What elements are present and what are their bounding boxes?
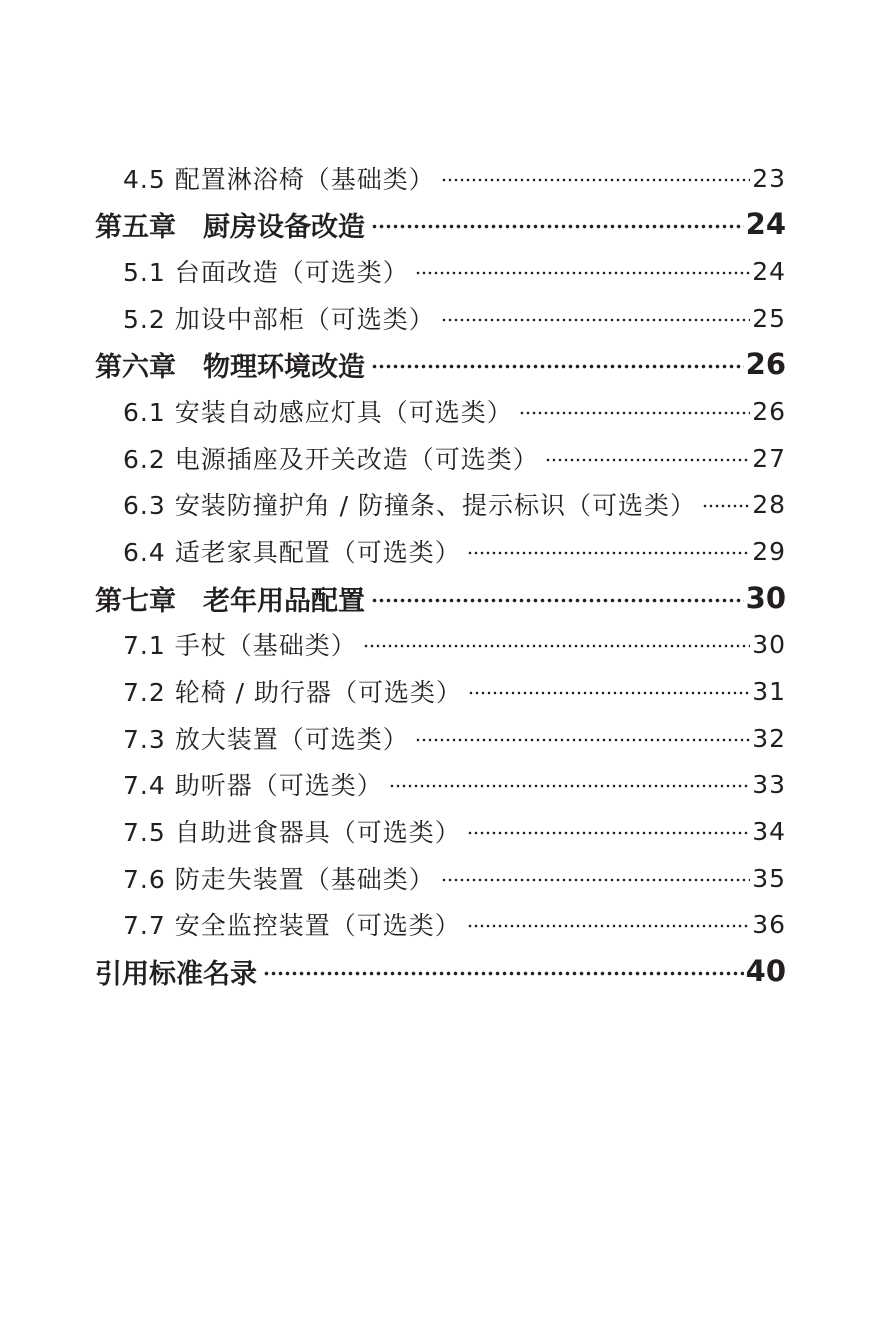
toc-page-number: 36 bbox=[752, 909, 786, 939]
toc-chapter-7[interactable] bbox=[0, 578, 882, 618]
toc-page-number: 23 bbox=[752, 163, 786, 193]
toc-entry-label: 7.7 安全监控装置（可选类） bbox=[123, 911, 461, 940]
dot-leader bbox=[371, 598, 744, 603]
toc-chapter-label: 引用标准名录 bbox=[95, 958, 257, 990]
toc-chapter-label: 第六章 物理环境改造 bbox=[95, 351, 365, 383]
toc-entry-label: 5.1 台面改造（可选类） bbox=[123, 258, 409, 287]
toc-page-number: 25 bbox=[752, 303, 786, 333]
toc-page-number: 32 bbox=[752, 723, 786, 753]
toc-page-number: 28 bbox=[752, 489, 786, 519]
toc-entry-label: 7.4 助听器（可选类） bbox=[123, 771, 383, 800]
toc-chapter-6[interactable] bbox=[0, 344, 882, 384]
toc-entry-7-3[interactable] bbox=[0, 718, 882, 758]
toc-entry-7-5[interactable] bbox=[0, 811, 882, 851]
toc-entry-7-7[interactable] bbox=[0, 904, 882, 944]
toc-entry-label: 6.4 适老家具配置（可选类） bbox=[123, 538, 461, 567]
toc-references[interactable] bbox=[0, 951, 882, 991]
dot-leader bbox=[263, 971, 744, 976]
toc-page-number: 24 bbox=[745, 207, 786, 241]
dot-leader bbox=[415, 271, 750, 275]
toc-chapter-5[interactable] bbox=[0, 204, 882, 244]
toc-page-number: 34 bbox=[752, 816, 786, 846]
toc-entry-7-6[interactable] bbox=[0, 858, 882, 898]
toc-entry-5-1[interactable] bbox=[0, 251, 882, 291]
dot-leader bbox=[371, 364, 744, 369]
toc-entry-6-2[interactable] bbox=[0, 438, 882, 478]
dot-leader bbox=[545, 458, 750, 462]
toc-page-number: 31 bbox=[752, 676, 786, 706]
dot-leader bbox=[363, 644, 750, 648]
toc-entry-7-4[interactable] bbox=[0, 764, 882, 804]
toc-page-number: 33 bbox=[752, 769, 786, 799]
toc-entry-6-3[interactable] bbox=[0, 484, 882, 524]
toc-entry-label: 7.1 手杖（基础类） bbox=[123, 631, 357, 660]
dot-leader bbox=[415, 738, 750, 742]
toc-page-number: 24 bbox=[752, 256, 786, 286]
toc-page-number: 29 bbox=[752, 536, 786, 566]
dot-leader bbox=[371, 224, 744, 229]
toc-entry-7-1[interactable] bbox=[0, 624, 882, 664]
toc-page-number: 26 bbox=[745, 347, 786, 381]
dot-leader bbox=[441, 878, 750, 882]
dot-leader bbox=[702, 504, 750, 508]
toc-entry-label: 4.5 配置淋浴椅（基础类） bbox=[123, 165, 435, 194]
toc-entry-7-2[interactable] bbox=[0, 671, 882, 711]
toc-page-number: 30 bbox=[752, 629, 786, 659]
toc-entry-label: 7.5 自助进食器具（可选类） bbox=[123, 818, 461, 847]
toc-entry-5-2[interactable] bbox=[0, 298, 882, 338]
dot-leader bbox=[441, 178, 750, 182]
toc-chapter-label: 第七章 老年用品配置 bbox=[95, 585, 365, 617]
toc-entry-label: 7.6 防走失装置（基础类） bbox=[123, 865, 435, 894]
dot-leader bbox=[467, 551, 750, 555]
dot-leader bbox=[519, 411, 750, 415]
toc-entry-label: 5.2 加设中部柜（可选类） bbox=[123, 305, 435, 334]
dot-leader bbox=[441, 318, 750, 322]
toc-entry-label: 6.3 安装防撞护角 / 防撞条、提示标识（可选类） bbox=[123, 491, 697, 520]
toc-entry-label: 6.2 电源插座及开关改造（可选类） bbox=[123, 445, 539, 474]
toc-entry-label: 7.3 放大装置（可选类） bbox=[123, 725, 409, 754]
toc-entry-4-5[interactable] bbox=[0, 158, 882, 198]
toc-page-number: 30 bbox=[745, 581, 786, 615]
dot-leader bbox=[467, 924, 750, 928]
dot-leader bbox=[467, 831, 750, 835]
dot-leader bbox=[468, 691, 750, 695]
toc-entry-label: 6.1 安装自动感应灯具（可选类） bbox=[123, 398, 513, 427]
toc-entry-6-1[interactable] bbox=[0, 391, 882, 431]
toc-page-number: 26 bbox=[752, 396, 786, 426]
dot-leader bbox=[389, 784, 750, 788]
toc-entry-6-4[interactable] bbox=[0, 531, 882, 571]
toc-page-number: 40 bbox=[745, 954, 786, 988]
toc-page-number: 27 bbox=[752, 443, 786, 473]
toc-page-number: 35 bbox=[752, 863, 786, 893]
toc-entry-label: 7.2 轮椅 / 助行器（可选类） bbox=[123, 678, 463, 707]
toc-chapter-label: 第五章 厨房设备改造 bbox=[95, 211, 365, 243]
